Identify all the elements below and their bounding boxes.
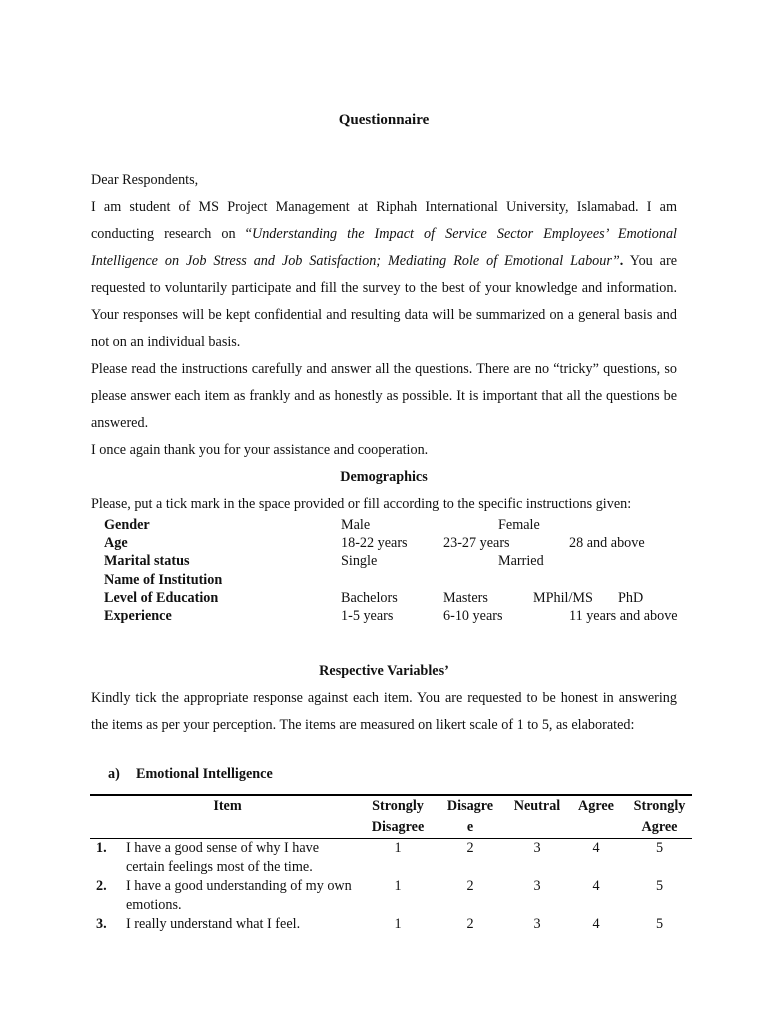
scale-option-2[interactable]: 2: [466, 840, 474, 856]
variables-heading: Respective Variables’: [319, 663, 449, 679]
demographic-row-age: [104, 534, 704, 552]
column-header-agree: Agree: [578, 798, 614, 814]
greeting: Dear Respondents,: [91, 172, 199, 188]
demographic-label: Marital status: [104, 553, 190, 570]
table-row: [90, 877, 692, 915]
demographic-option[interactable]: 23-27 years: [443, 535, 510, 552]
table-header-row: [90, 795, 692, 839]
scale-option-1[interactable]: 1: [394, 878, 402, 894]
demographics-instruction: Please, put a tick mark in the space provided or fill according to the specific instructions given:: [91, 496, 632, 512]
variables-section: [91, 658, 677, 739]
demographic-option[interactable]: Male: [341, 517, 371, 533]
demographic-option[interactable]: Masters: [443, 589, 488, 606]
demographic-option[interactable]: 18-22 years: [341, 535, 408, 552]
section-a-heading: [108, 766, 273, 783]
demographic-row-institution: [104, 571, 704, 589]
demographic-label: Experience: [104, 607, 172, 624]
demographic-option[interactable]: 1-5 years: [341, 607, 394, 624]
scale-option-3[interactable]: 3: [533, 916, 541, 932]
demographic-label: Name of Institution: [104, 571, 223, 588]
demographics-list: [104, 516, 704, 625]
column-header-item: Item: [213, 798, 242, 814]
scale-option-1[interactable]: 1: [394, 916, 402, 932]
item-text: I have a good sense of why I have certain feelings most of the time.: [126, 840, 320, 875]
scale-option-4[interactable]: 4: [592, 878, 600, 894]
table-row: [90, 839, 692, 878]
scale-option-1[interactable]: 1: [394, 840, 402, 856]
table-row: [90, 915, 692, 934]
section-title: Emotional Intelligence: [136, 766, 273, 782]
demographic-row-experience: [104, 607, 704, 625]
demographic-option[interactable]: MPhil/MS: [533, 589, 593, 606]
demographic-option[interactable]: 11 years and above: [569, 607, 678, 624]
section-letter: a): [108, 766, 120, 782]
thanks-paragraph: I once again thank you for your assistance and cooperation.: [91, 442, 429, 458]
item-number: 3.: [96, 916, 107, 932]
item-number: 1.: [96, 840, 107, 856]
item-number: 2.: [96, 878, 107, 894]
instructions-paragraph: Please read the instructions carefully and answer all the questions. There are no “tricky” questions, so please answer each item as frankly and as honestly as possible. It is important that all the questions be answered.: [91, 361, 677, 431]
scale-option-2[interactable]: 2: [466, 916, 474, 932]
column-header-strongly-agree: Strongly Agree: [633, 798, 686, 835]
demographics-heading: Demographics: [340, 469, 428, 485]
demographic-label: Age: [104, 535, 128, 552]
intro-after: You are requested to voluntarily participate and fill the survey to the best of your knowledge and information. Your responses will be kept confidential and resulting data will be summarized on a general basis and not on an individual basis.: [91, 253, 677, 350]
demographic-option[interactable]: Married: [498, 553, 544, 570]
scale-option-5[interactable]: 5: [655, 840, 664, 856]
column-header-neutral: Neutral: [513, 798, 561, 814]
emotional-intelligence-table: [90, 794, 692, 934]
scale-option-4[interactable]: 4: [592, 840, 600, 856]
demographic-option[interactable]: 28 and above: [569, 535, 645, 552]
demographic-option[interactable]: Single: [341, 553, 378, 570]
intro-before: I am student of MS Project Management at Riphah International University, Islamabad. I am conducting research on “: [91, 199, 677, 242]
scale-option-2[interactable]: 2: [466, 878, 474, 894]
intro-paragraph: [91, 194, 677, 356]
demographic-row-marital-status: [104, 552, 704, 570]
column-header-disagree: Disagre e: [446, 798, 494, 835]
variables-instruction: Kindly tick the appropriate response against each item. You are requested to be honest in answering the items as per your perception. The items are measured on likert scale of 1 to 5, as elaborated:: [91, 690, 677, 733]
item-text: I have a good understanding of my own emotions.: [126, 878, 352, 913]
scale-option-4[interactable]: 4: [592, 916, 600, 932]
intro-section: [91, 167, 677, 518]
demographic-label: Gender: [104, 517, 150, 533]
demographic-row-gender: [104, 516, 704, 534]
page-title: Questionnaire: [338, 112, 430, 128]
research-title: Understanding the Impact of Service Sector Employees’ Emotional Intelligence on Job Stress and Job Satisfaction; Mediating Role of Emotional Labour”: [91, 226, 677, 269]
scale-option-3[interactable]: 3: [533, 840, 541, 856]
demographic-label: Level of Education: [104, 589, 219, 606]
column-header-strongly-disagree: Strongly Disagree: [371, 798, 425, 835]
demographic-option[interactable]: 6-10 years: [443, 607, 503, 624]
intro-after-bold: .: [619, 253, 624, 269]
demographic-row-education: [104, 589, 704, 607]
item-text: I really understand what I feel.: [126, 916, 301, 932]
scale-option-5[interactable]: 5: [655, 878, 664, 894]
scale-option-3[interactable]: 3: [533, 878, 541, 894]
demographic-option[interactable]: Bachelors: [341, 589, 398, 606]
demographic-option[interactable]: PhD: [618, 589, 644, 606]
scale-option-5[interactable]: 5: [655, 916, 664, 932]
demographic-option[interactable]: Female: [498, 517, 540, 533]
